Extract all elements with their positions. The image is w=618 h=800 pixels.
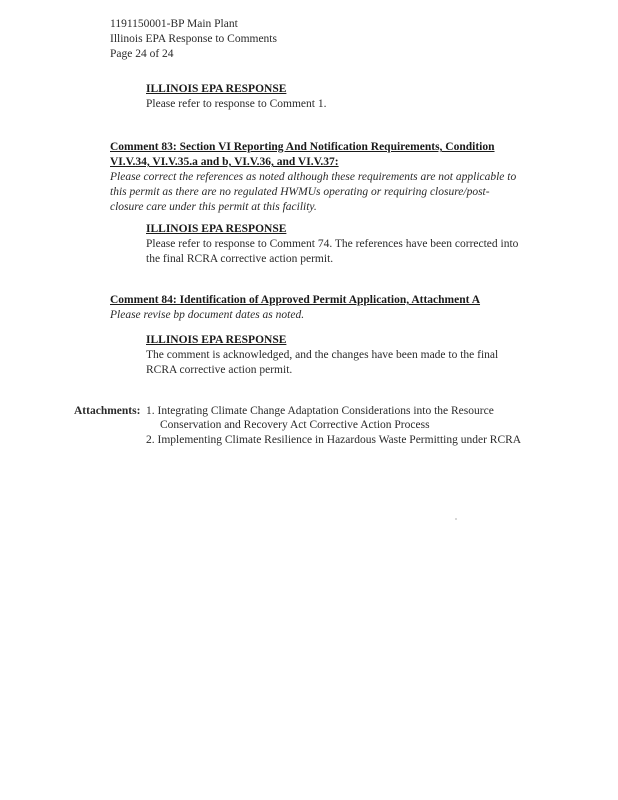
comment-83-text-line: this permit as there are no regulated HWMUs operating or requiring closure/post-: [110, 186, 490, 198]
response-text-line: the final RCRA corrective action permit.: [146, 253, 334, 265]
page-header: [110, 17, 277, 62]
response-block-2: [146, 222, 518, 267]
attachment-item-2-line: 2. Implementing Climate Resilience in Hazardous Waste Permitting under RCRA: [146, 434, 522, 446]
comment-84-text-line: Please revise bp document dates as noted.: [110, 309, 305, 321]
response-heading: ILLINOIS EPA RESPONSE: [146, 83, 287, 95]
scan-speck: [455, 518, 457, 520]
response-heading: ILLINOIS EPA RESPONSE: [146, 223, 287, 235]
header-document-title: Illinois EPA Response to Comments: [110, 33, 277, 45]
response-block-3: [146, 333, 498, 378]
response-heading: ILLINOIS EPA RESPONSE: [146, 334, 287, 346]
header-page-number: Page 24 of 24: [110, 48, 174, 60]
comment-83-heading-line: Comment 83: Section VI Reporting And Notification Requirements, Condition: [110, 141, 495, 153]
attachment-item-1-line: 1. Integrating Climate Change Adaptation Considerations into the Resource: [146, 405, 494, 417]
response-text-line: Please refer to response to Comment 74. The references have been corrected into: [146, 238, 519, 250]
comment-83-text-line: closure care under this permit at this facility.: [110, 201, 317, 213]
response-block-1: [146, 82, 326, 112]
header-permit-id: 1191150001-BP Main Plant: [110, 18, 238, 30]
comment-84-heading-line: Comment 84: Identification of Approved Permit Application, Attachment A: [110, 294, 481, 306]
response-text-line: Please refer to response to Comment 1.: [146, 98, 327, 110]
comment-83-block: [110, 140, 516, 215]
comment-84-block: [110, 293, 480, 323]
comment-83-heading-line: VI.V.34, VI.V.35.a and b, VI.V.36, and VI.V.37:: [110, 156, 339, 168]
comment-83-text-line: Please correct the references as noted although these requirements are not applicable to: [110, 171, 517, 183]
attachments-label: Attachments:: [74, 405, 141, 417]
response-text-line: The comment is acknowledged, and the changes have been made to the final: [146, 349, 499, 361]
attachment-item-1-line: Conservation and Recovery Act Corrective Action Process: [160, 419, 430, 431]
response-text-line: RCRA corrective action permit.: [146, 364, 293, 376]
